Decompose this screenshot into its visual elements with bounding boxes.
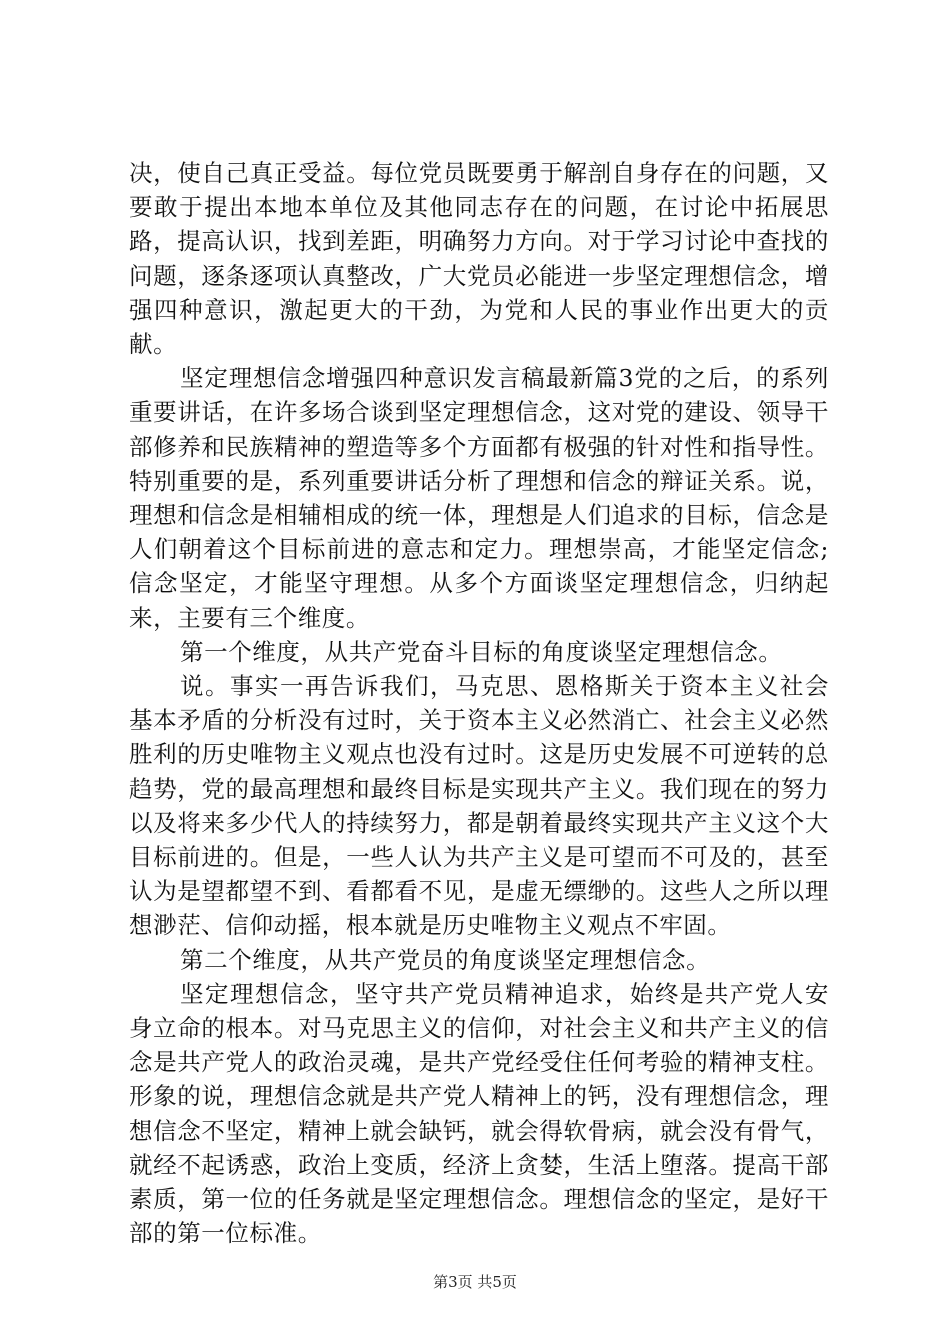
paragraph: 决，使自己真正受益。每位党员既要勇于解剖自身存在的问题，又要敢于提出本地本单位及其他同志存在的问题，在讨论中拓展思路，提高认识，找到差距，明确努力方向。对于学习讨论中查找的问题，逐条逐项认真整改，广大党员必能进一步坚定理想信念，增强四种意识，激起更大的干劲，为党和人民的事业作出更大的贡献。	[129, 159, 829, 359]
paragraph: 第一个维度，从共产党奋斗目标的角度谈坚定理想信念。	[180, 637, 783, 666]
page-footer: 第3页 共5页	[433, 1273, 517, 1291]
document-body	[129, 156, 829, 1251]
paragraph: 第二个维度，从共产党员的角度谈坚定理想信念。	[180, 945, 711, 974]
paragraph: 坚定理想信念增强四种意识发言稿最新篇3党的之后，的系列重要讲话，在许多场合谈到坚定理想信念，这对党的建设、领导干部修养和民族精神的塑造等多个方面都有极强的针对性和指导性。特别重要的是，系列重要讲话分析了理想和信念的辩证关系。说，理想和信念是相辅相成的统一体，理想是人们追求的目标，信念是人们朝着这个目标前进的意志和定力。理想崇高，才能坚定信念;信念坚定，才能坚守理想。从多个方面谈坚定理想信念，归纳起来，主要有三个维度。	[129, 364, 829, 632]
paragraph: 坚定理想信念，坚守共产党员精神追求，始终是共产党人安身立命的根本。对马克思主义的信仰，对社会主义和共产主义的信念是共产党人的政治灵魂，是共产党经受住任何考验的精神支柱。形象的说，理想信念就是共产党人精神上的钙，没有理想信念，理想信念不坚定，精神上就会缺钙，就会得软骨病，就会没有骨气，就经不起诱惑，政治上变质，经济上贪婪，生活上堕落。提高干部素质，第一位的任务就是坚定理想信念。理想信念的坚定，是好干部的第一位标准。	[129, 979, 829, 1248]
paragraph: 说。事实一再告诉我们，马克思、恩格斯关于资本主义社会基本矛盾的分析没有过时，关于资本主义必然消亡、社会主义必然胜利的历史唯物主义观点也没有过时。这是历史发展不可逆转的总趋势，党的最高理想和最终目标是实现共产主义。我们现在的努力以及将来多少代人的持续努力，都是朝着最终实现共产主义这个大目标前进的。但是，一些人认为共产主义是可望而不可及的，甚至认为是望都望不到、看都看不见，是虚无缥缈的。这些人之所以理想渺茫、信仰动摇，根本就是历史唯物主义观点不牢固。	[129, 672, 829, 940]
